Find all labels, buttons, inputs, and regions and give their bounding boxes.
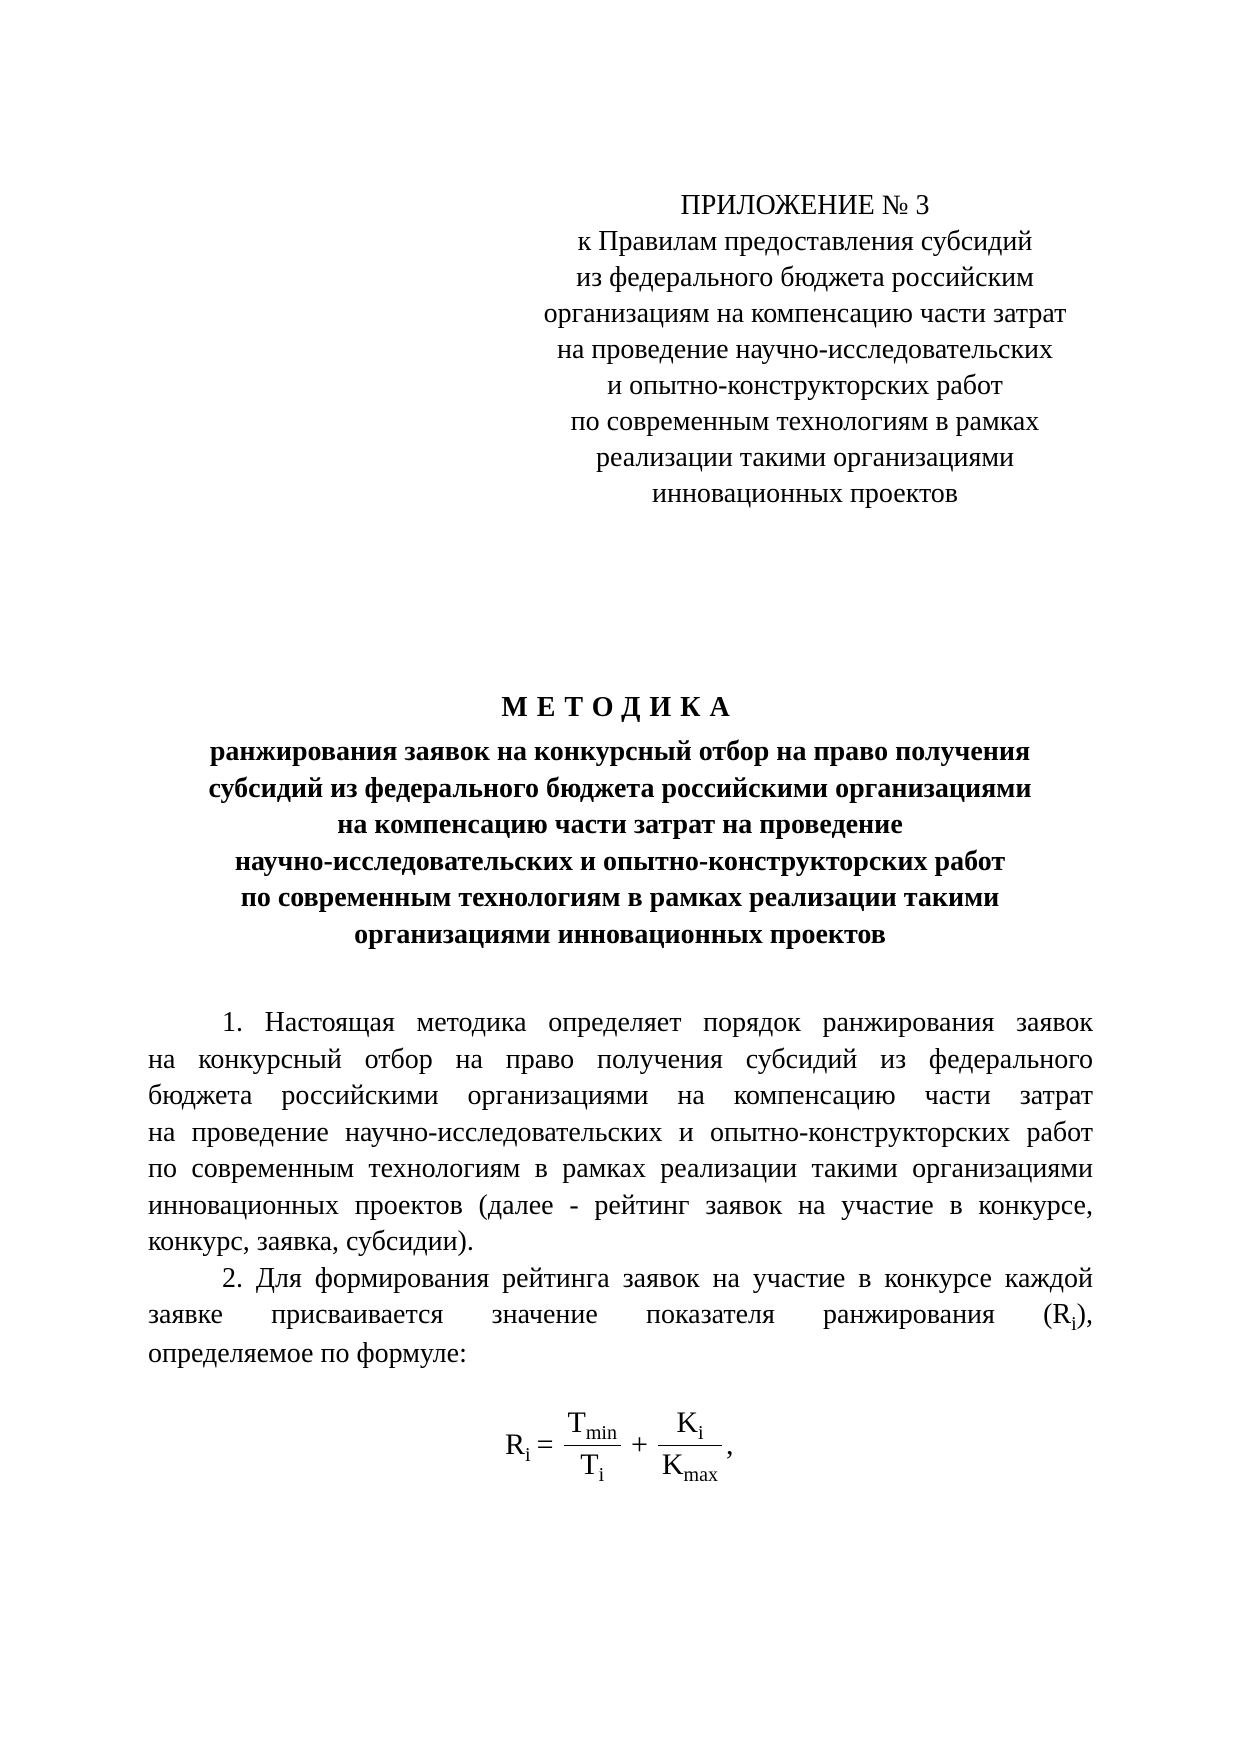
appendix-line: по современным технологиям в рамках [570,406,1040,437]
subtitle-line: субсидий из федерального бюджета российскими организациями [208,772,1032,804]
appendix-line: на проведение научно-исследовательских [556,334,1054,365]
fraction-k-denominator: $K_{max}$ [661,1447,718,1486]
appendix-line: к Правилам предоставления субсидий [577,226,1033,257]
fraction-t-denominator: $T_i$ [580,1447,605,1486]
document-title: МЕТОДИКА [501,692,739,723]
paragraph-2-line-tail: ), [1076,1299,1093,1330]
appendix-line: реализации такими организациями [595,442,1015,473]
body-text [148,1005,1093,1372]
formula-fraction-t [564,1406,621,1485]
fraction-k-numerator: $K_i$ [676,1405,704,1444]
paragraph-2-line-text: заявке присваивается значение показателя ранжирования (R [148,1299,1072,1330]
subtitle-line: научно-исследовательских и опытно-конструкторских работ [234,845,1006,877]
paragraph-1-line: по современным технологиям в рамках реализации такими организациями [148,1153,1093,1184]
paragraph-1-line: 1. Настоящая методика определяет порядок ранжирования заявок [222,1007,1093,1038]
subtitle-line: организациями инновационных проектов [354,918,886,950]
appendix-header [520,188,1090,512]
subtitle-line: ранжирования заявок на конкурсный отбор на право получения [209,736,1031,767]
paragraph-2-line: 2. Для формирования рейтинга заявок на участие в конкурсе каждой [222,1262,1093,1294]
paragraph-2-subscript: i [1071,1313,1077,1335]
appendix-line: инновационных проектов [651,478,959,509]
formula-plus: + [630,1428,648,1461]
document-subtitle [0,734,1240,953]
fraction-t-numerator: $T_{min}$ [567,1405,617,1444]
appendix-line: и опытно-конструкторских работ [607,370,1003,401]
paragraph-1-line: на конкурсный отбор на право получения субсидий из федерального [148,1043,1093,1075]
appendix-line: организациям на компенсацию части затрат [543,298,1067,329]
appendix-line: из федерального бюджета российским [576,262,1034,293]
paragraph-1-line: инновационных проектов (далее - рейтинг заявок на участие в конкурсе, [148,1189,1093,1221]
ranking-formula [505,1405,733,1485]
formula-lhs: $R_i$ [505,1428,531,1466]
formula-equals: = [536,1428,554,1461]
formula-fraction-k [658,1406,722,1485]
subtitle-line: по современным технологиям в рамках реализации такими [240,882,1000,913]
paragraph-1-line: бюджета российскими организациями на компенсацию части затрат [148,1080,1093,1111]
paragraph-1-line: конкурс, заявка, субсидии). [148,1226,474,1257]
paragraph-2-line: определяемое по формуле: [148,1337,467,1369]
appendix-number: ПРИЛОЖЕНИЕ № 3 [680,190,930,221]
paragraph-2-line [148,1297,1093,1336]
subtitle-line: на компенсацию части затрат на проведение [337,809,903,840]
formula-tail: , [725,1428,734,1461]
paragraph-1-line: на проведение научно-исследовательских и опытно-конструкторских работ [148,1116,1093,1148]
